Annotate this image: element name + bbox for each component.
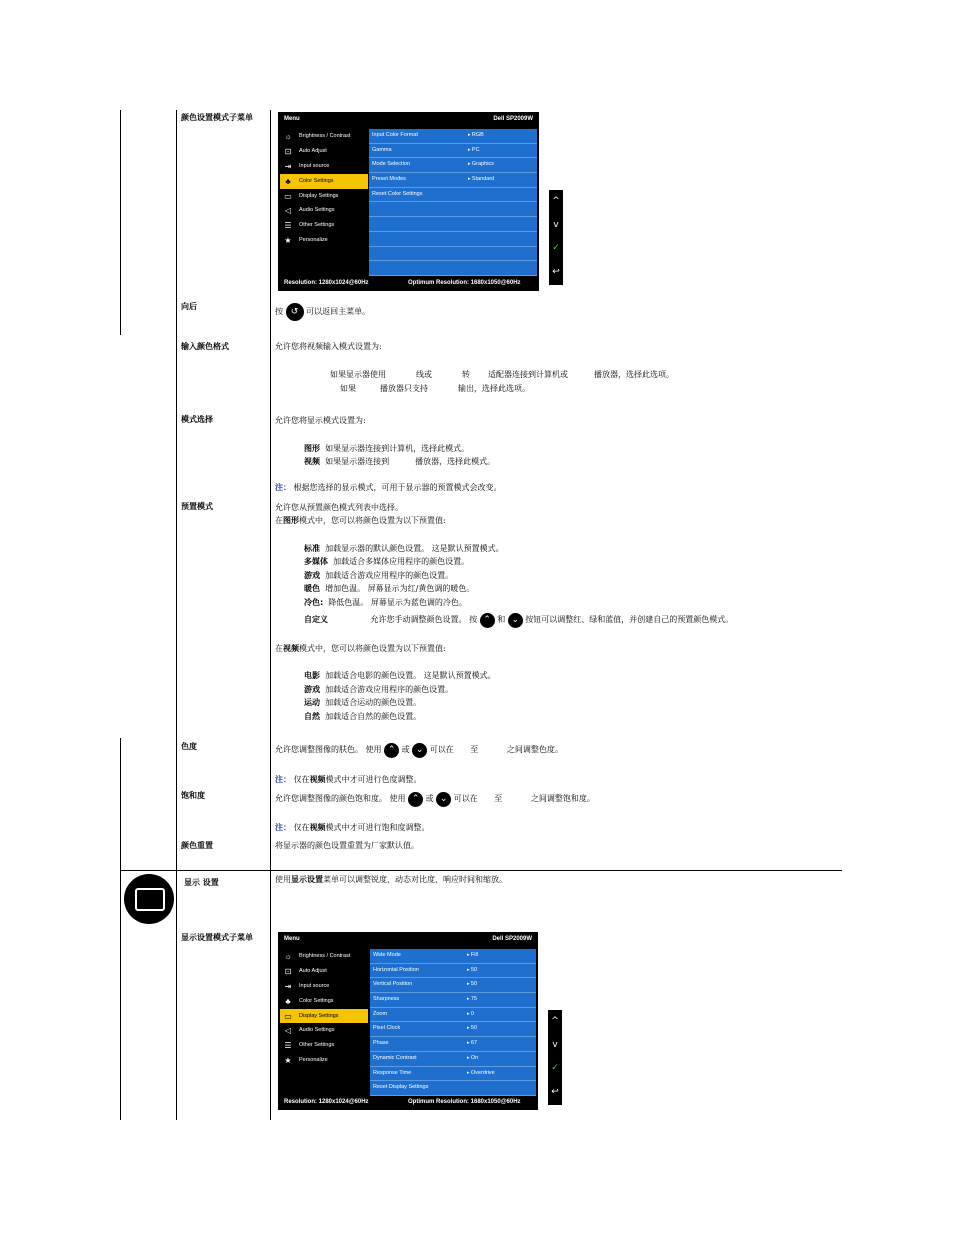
preset-video-3 [304, 711, 421, 722]
osd-footer-optimum: Optimum Resolution: 1680x1050@60Hz [408, 1099, 521, 1105]
osd-row-value: ▸ RGB [468, 129, 484, 143]
osd-footer [278, 277, 539, 291]
input-l2a: 如果 [340, 384, 356, 393]
osd-model: Dell SP2009W [493, 116, 533, 122]
check-icon: ✓ [552, 243, 560, 253]
sliders-icon: ☰ [284, 1041, 292, 1051]
back-button-icon: ↺ [286, 303, 304, 321]
video-desc [275, 643, 446, 654]
video-desc-c: 模式中，您可以将颜色设置为以下预置值: [299, 644, 446, 653]
osd-item-input-source [280, 159, 368, 174]
osd-submenu-row [369, 129, 537, 144]
sat-note-a: 仅在 [293, 823, 310, 832]
table-divider-1 [176, 110, 177, 1120]
osd-submenu [370, 949, 536, 1096]
section-divider [120, 870, 842, 871]
sun-icon: ☼ [284, 952, 292, 961]
input-l1e: 播放器，选择此选项。 [594, 370, 674, 379]
osd-item-label: Brightness / Contrast [299, 953, 351, 959]
osd-item-other-settings [280, 1038, 368, 1053]
osd-side-buttons [548, 1010, 562, 1105]
osd-row-key: Preset Modes [372, 176, 406, 183]
preset-desc-2c: 模式中，您可以将颜色设置为以下预置值: [299, 516, 446, 525]
label-mode-selection: 模式选择 [181, 415, 213, 424]
osd-main-menu [280, 949, 368, 1068]
osd-item-label: Display Settings [299, 192, 339, 199]
mode-video-value-2: 播放器，选择此模式。 [415, 457, 496, 466]
label-saturation: 饱和度 [181, 791, 205, 800]
label-display-settings: 显示 设置 [184, 878, 219, 887]
osd-footer-resolution: Resolution: 1280x1024@60Hz [284, 1099, 369, 1105]
osd-item-label: Input source [299, 162, 330, 169]
input-icon: ⇥ [284, 981, 292, 991]
input-l1c: 转 [462, 370, 470, 379]
osd-submenu-row [369, 202, 537, 217]
note-label: 注： [275, 775, 291, 784]
down-button-icon: ⌄ [412, 743, 427, 758]
osd-item-display-settings [280, 1009, 368, 1024]
osd-row-value: ▸ 75 [467, 993, 477, 1007]
preset-value: 加载适合游戏应用程序的颜色设置。 [325, 571, 454, 580]
display-desc-c: 菜单可以调整锐度、动态对比度、响应时间和缩放。 [323, 875, 507, 884]
preset-desc-2 [275, 515, 446, 526]
label-color-reset: 颜色重置 [181, 841, 213, 850]
osd-submenu-row [370, 964, 536, 979]
osd-submenu-row [369, 247, 537, 262]
hue-desc-b: 可以在 [429, 745, 454, 754]
osd-color-settings-screenshot [278, 112, 539, 291]
osd-submenu-row [370, 1022, 536, 1037]
osd-row-key: Phase [373, 1040, 389, 1047]
osd-submenu-row [369, 217, 537, 232]
sliders-icon: ☰ [284, 221, 292, 231]
osd-row-key: Dynamic Contrast [373, 1054, 417, 1061]
osd-item-audio-settings [280, 203, 368, 218]
down-button-icon: ⌄ [508, 613, 523, 628]
label-hue: 色度 [181, 742, 197, 751]
back-press-text: 按 [275, 307, 283, 316]
osd-item-label: Audio Settings [299, 207, 335, 214]
table-divider-2 [270, 110, 271, 1120]
sat-note-c: 模式中才可进行饱和度调整。 [325, 823, 430, 832]
osd-item-personalize [280, 1053, 368, 1068]
preset-key: 多媒体 [304, 557, 328, 566]
osd-row-value: ▸ Fill [467, 949, 478, 963]
label-display-submenu: 显示设置模式子菜单 [181, 933, 253, 942]
osd-submenu-row [370, 949, 536, 964]
osd-item-auto-adjust [280, 964, 368, 979]
osd-display-settings-screenshot [278, 932, 538, 1110]
display-desc-b: 显示设置 [291, 875, 323, 884]
custom-and: 和 [497, 615, 506, 624]
osd-footer-optimum: Optimum Resolution: 1680x1050@60Hz [408, 280, 521, 286]
osd-item-label: Brightness / Contrast [299, 133, 351, 139]
osd-side-buttons [549, 190, 563, 285]
table-border-left-2 [120, 738, 121, 1120]
preset-value: 加载显示器的默认颜色设置。 这是默认预置模式。 [325, 544, 504, 553]
table-border-left [120, 110, 121, 335]
osd-item-label: Color Settings [299, 177, 334, 184]
video-desc-a: 在 [275, 644, 283, 653]
check-icon: ✓ [551, 1063, 559, 1073]
mode-note-text: 根据您选择的显示模式，可用于显示器的预置模式会改变。 [293, 483, 502, 492]
osd-row-key: Horizontal Position [373, 966, 419, 973]
up-button-icon: ⌃ [384, 743, 399, 758]
osd-item-brightness [280, 949, 368, 964]
osd-row-value: ▸ 50 [467, 978, 477, 992]
osd-submenu-row [369, 232, 537, 247]
osd-item-brightness [280, 129, 368, 144]
up-button-icon: ⌃ [480, 613, 495, 628]
input-l1b: 线或 [416, 370, 432, 379]
display-icon: ▭ [284, 191, 292, 201]
osd-submenu-row [369, 173, 537, 188]
osd-item-label: Display Settings [299, 1012, 339, 1019]
mode-video-value-1: 如果显示器连接到 [325, 457, 390, 466]
mode-graphics [304, 443, 469, 454]
preset-key: 自然 [304, 712, 320, 721]
input-l2b: 播放器只支持 [380, 384, 428, 393]
osd-row-key: Input Color Format [372, 132, 418, 138]
mode-video-key: 视频 [304, 457, 320, 466]
mode-note [275, 482, 502, 493]
osd-row-key: Response Time [373, 1069, 412, 1076]
preset-key: 暖色 [304, 584, 320, 593]
osd-item-color-settings [280, 174, 368, 189]
label-preset-modes: 预置模式 [181, 502, 213, 511]
input-desc: 允许您将视频输入模式设置为: [275, 342, 382, 351]
hue-note-a: 仅在 [293, 775, 310, 784]
osd-submenu-row [369, 188, 537, 203]
hue-note [275, 774, 422, 785]
osd-submenu-row [369, 261, 537, 276]
sat-desc-c: 之间调整饱和度。 [530, 794, 595, 803]
sat-desc-a: 允许您调整图像的颜色饱和度。 使用 [275, 794, 406, 803]
osd-title: Menu [284, 116, 300, 122]
display-desc-a: 使用 [275, 875, 291, 884]
osd-row-value: ▸ 0 [467, 1008, 474, 1022]
osd-item-label: Other Settings [299, 222, 335, 229]
hue-desc-a: 允许您调整图像的肤色。 使用 [275, 745, 382, 754]
down-icon: v [553, 219, 559, 230]
back-icon: ↩ [552, 266, 560, 277]
display-settings-icon [124, 874, 174, 924]
mode-video [304, 456, 495, 467]
preset-desc-2a: 在 [275, 516, 283, 525]
preset-video-0 [304, 670, 496, 681]
osd-item-personalize [280, 233, 368, 248]
preset-value: 加载适合游戏应用程序的颜色设置。 [325, 685, 454, 694]
osd-row-key: Reset Color Settings [372, 190, 423, 197]
display-desc [275, 874, 507, 885]
osd-submenu-row [370, 1052, 536, 1067]
osd-main-menu [280, 129, 368, 248]
input-icon: ⇥ [284, 161, 292, 171]
up-button-icon: ⌃ [408, 792, 423, 807]
osd-row-value: ▸ 67 [467, 1037, 477, 1051]
osd-row-key: Sharpness [373, 996, 400, 1003]
sun-icon: ☼ [284, 132, 292, 141]
osd-item-label: Auto Adjust [299, 967, 327, 974]
auto-adjust-icon: ⊡ [284, 966, 292, 976]
osd-row-key: Wide Mode [373, 952, 401, 958]
input-l1a: 如果显示器使用 [330, 370, 386, 379]
osd-item-label: Personalize [299, 237, 328, 244]
osd-item-label: Audio Settings [299, 1027, 335, 1034]
back-icon: ↩ [551, 1086, 559, 1097]
osd-item-label: Personalize [299, 1057, 328, 1064]
color-icon: ♣ [285, 176, 291, 186]
preset-video-2 [304, 697, 421, 708]
osd-row-value: ▸ 50 [467, 964, 477, 978]
osd-submenu-row [370, 978, 536, 993]
osd-submenu-row [370, 1081, 536, 1096]
osd-item-label: Auto Adjust [299, 147, 327, 154]
osd-item-display-settings [280, 189, 368, 204]
sat-or: 或 [425, 794, 434, 803]
preset-key: 游戏 [304, 685, 320, 694]
label-input-color-format: 输入颜色格式 [181, 342, 229, 351]
osd-row-value: ▸ PC [468, 144, 480, 158]
input-line-1 [330, 369, 674, 380]
osd-footer [278, 1096, 538, 1110]
display-icon: ▭ [284, 1011, 292, 1021]
video-desc-b: 视频 [283, 644, 299, 653]
osd-row-value: ▸ Graphics [468, 158, 494, 172]
hue-note-b: 视频 [309, 775, 326, 784]
sat-desc [275, 790, 595, 808]
hue-note-c: 模式中才可进行色度调整。 [325, 775, 422, 784]
preset-desc-2b: 图形 [283, 516, 299, 525]
preset-key: 冷色: [304, 598, 324, 607]
osd-row-key: Gamma [372, 146, 392, 153]
preset-graphics-3 [304, 583, 474, 594]
osd-title: Menu [284, 936, 300, 942]
hue-or: 或 [401, 745, 410, 754]
color-icon: ♣ [285, 996, 291, 1006]
osd-item-auto-adjust [280, 144, 368, 159]
label-color-submenu: 颜色设置模式子菜单 [181, 113, 253, 122]
osd-submenu [369, 129, 537, 276]
osd-item-other-settings [280, 218, 368, 233]
osd-row-key: Pixel Clock [373, 1025, 401, 1032]
osd-submenu-row [370, 993, 536, 1008]
preset-key: 电影 [304, 671, 320, 680]
speaker-icon: ◁ [284, 1026, 292, 1036]
osd-model: Dell SP2009W [492, 936, 532, 942]
osd-row-key: Vertical Position [373, 981, 413, 988]
osd-row-value: ▸ Overdrive [467, 1067, 495, 1081]
osd-submenu-row [370, 1067, 536, 1082]
input-l2c: 输出，选择此选项。 [458, 384, 530, 393]
hue-to: 至 [470, 745, 479, 754]
preset-custom [304, 611, 733, 629]
preset-video-1 [304, 684, 453, 695]
osd-submenu-row [370, 1008, 536, 1023]
preset-key: 标准 [304, 544, 320, 553]
osd-footer-resolution: Resolution: 1280x1024@60Hz [284, 280, 369, 286]
label-back: 向后 [181, 302, 197, 311]
back-text [275, 303, 370, 321]
back-desc: 可以返回主菜单。 [306, 307, 371, 316]
auto-adjust-icon: ⊡ [284, 146, 292, 156]
preset-graphics-4 [304, 597, 467, 608]
osd-item-label: Color Settings [299, 997, 334, 1004]
custom-key: 自定义 [304, 615, 328, 624]
note-label: 注： [275, 483, 291, 492]
sat-note-b: 视频 [309, 823, 326, 832]
preset-value: 加载适合多媒体应用程序的颜色设置。 [333, 557, 470, 566]
sat-note [275, 822, 430, 833]
speaker-icon: ◁ [284, 206, 292, 216]
down-button-icon: ⌄ [436, 792, 451, 807]
osd-header [278, 112, 539, 128]
preset-value: 降低色温。 屏幕显示为蓝色调的冷色。 [328, 598, 467, 607]
osd-row-key: Reset Display Settings [373, 1084, 429, 1091]
osd-submenu-row [370, 1037, 536, 1052]
input-line-2 [340, 383, 530, 394]
osd-submenu-row [369, 158, 537, 173]
star-icon: ★ [284, 236, 292, 246]
preset-key: 游戏 [304, 571, 320, 580]
preset-graphics-0 [304, 543, 504, 554]
star-icon: ★ [284, 1056, 292, 1066]
sat-desc-b: 可以在 [453, 794, 478, 803]
preset-value: 增加色温。 屏幕显示为红/黄色调的暖色。 [325, 584, 475, 593]
osd-item-label: Other Settings [299, 1042, 335, 1049]
preset-value: 加载适合电影的颜色设置。 这是默认预置模式。 [325, 671, 496, 680]
mode-graphics-value: 如果显示器连接到计算机，选择此模式。 [325, 444, 470, 453]
osd-row-key: Zoom [373, 1010, 388, 1017]
mode-desc: 允许您将显示模式设置为: [275, 416, 366, 425]
preset-desc-1: 允许您从预置颜色模式列表中选择。 [275, 503, 403, 512]
input-l1d: 适配器连接到计算机或 [488, 370, 568, 379]
note-label: 注： [275, 823, 291, 832]
osd-item-label: Input source [299, 982, 330, 989]
up-icon: ^ [552, 196, 560, 206]
osd-row-value: ▸ On [467, 1052, 478, 1066]
preset-graphics-1 [304, 556, 469, 567]
osd-header [278, 932, 538, 948]
osd-row-value: ▸ 50 [467, 1022, 477, 1036]
preset-graphics-2 [304, 570, 453, 581]
down-icon: v [552, 1039, 558, 1050]
hue-desc [275, 741, 563, 759]
preset-key: 运动 [304, 698, 320, 707]
preset-value: 加载适合自然的颜色设置。 [325, 712, 422, 721]
reset-desc: 将显示器的颜色设置重置为厂家默认值。 [275, 841, 419, 850]
osd-item-audio-settings [280, 1023, 368, 1038]
custom-desc-2: 按钮可以调整红、绿和蓝值，并创建自己的预置颜色模式。 [525, 615, 734, 624]
custom-desc-1: 允许您手动调整颜色设置。 按 [370, 615, 478, 624]
sat-to: 至 [494, 794, 503, 803]
osd-item-color-settings [280, 994, 368, 1009]
up-icon: ^ [551, 1016, 559, 1026]
hue-desc-c: 之间调整色度。 [506, 745, 563, 754]
preset-value: 加载适合运动的颜色设置。 [325, 698, 422, 707]
mode-graphics-key: 图形 [304, 444, 320, 453]
osd-item-input-source [280, 979, 368, 994]
osd-row-value: ▸ Standard [468, 173, 494, 187]
osd-row-key: Mode Selection [372, 161, 410, 168]
osd-submenu-row [369, 144, 537, 159]
